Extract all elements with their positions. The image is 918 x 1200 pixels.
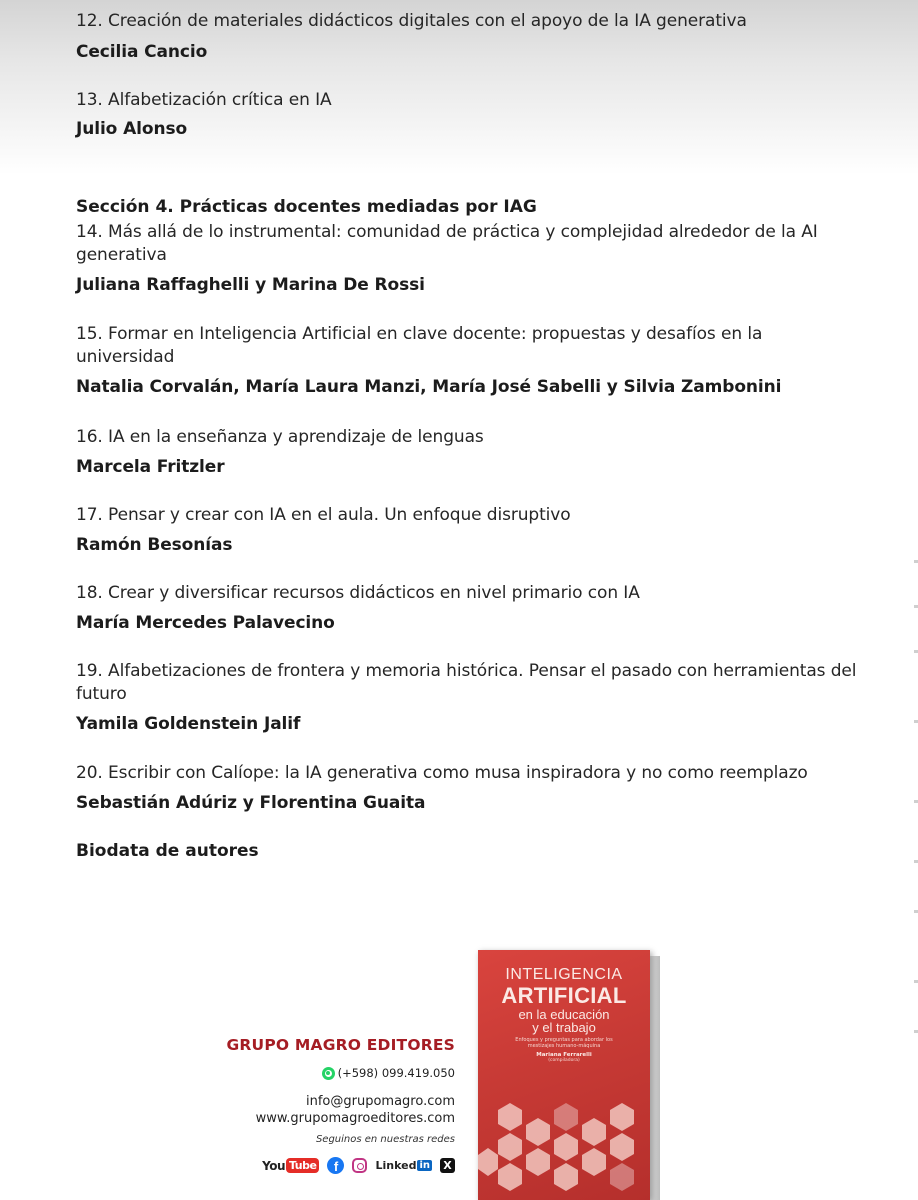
chapter-title: 15. Formar en Inteligencia Artificial en clave docente: propuestas y desafíos en la universidad [76, 324, 763, 367]
book-cover [478, 950, 650, 1200]
chapter-title: 18. Crear y diversificar recursos didácticos en nivel primario con IA [76, 583, 640, 603]
youtube-icon[interactable]: You Tube [262, 1158, 319, 1173]
publisher-website[interactable]: www.grupomagroeditores.com [255, 1111, 455, 1126]
facebook-icon[interactable]: f [327, 1157, 344, 1174]
chapter-authors: Yamila Goldenstein Jalif [76, 714, 301, 734]
chapter-title: 12. Creación de materiales didácticos digitales con el apoyo de la IA generativa [76, 11, 747, 31]
toc-entry-13 [76, 89, 876, 141]
follow-us-text: Seguinos en nuestras redes [315, 1134, 455, 1145]
x-icon[interactable]: X [440, 1158, 455, 1173]
publisher-info [210, 1036, 455, 1174]
linkedin-icon[interactable]: Linked in [375, 1159, 430, 1172]
social-links [210, 1157, 455, 1174]
toc-entry-14 [76, 221, 876, 297]
toc-entry-12 [76, 10, 876, 64]
book-editor-role: (compiladora) [548, 1058, 580, 1063]
hexagon-pattern [478, 1070, 650, 1200]
chapter-title: 17. Pensar y crear con IA en el aula. Un enfoque disruptivo [76, 505, 571, 525]
book-subtitle: Enfoques y preguntas para abordar los mestizajes humano-máquina [515, 1037, 613, 1049]
publisher-name: GRUPO MAGRO EDITORES [226, 1036, 455, 1054]
chapter-title: 19. Alfabetizaciones de frontera y memoria histórica. Pensar el pasado con herramientas del futuro [76, 661, 857, 704]
book-title-line1: INTELIGENCIA [505, 966, 623, 983]
publisher-phone [210, 1066, 455, 1080]
book-title-line3: en la educación [518, 1007, 610, 1022]
chapter-authors: María Mercedes Palavecino [76, 613, 335, 633]
phone-number: (+598) 099.419.050 [337, 1066, 455, 1080]
book-editor: Mariana Ferrarelli [536, 1052, 592, 1058]
chapter-title: 13. Alfabetización crítica en IA [76, 90, 332, 110]
chapter-authors: Julio Alonso [76, 119, 188, 139]
biodata-heading: Biodata de autores [76, 841, 259, 861]
chapter-title: 14. Más allá de lo instrumental: comunidad de práctica y complejidad alrededor de la AI generativa [76, 222, 818, 265]
chapter-authors: Sebastián Adúriz y Florentina Guaita [76, 793, 426, 813]
chapter-title: 16. IA en la enseñanza y aprendizaje de lenguas [76, 427, 484, 447]
toc-entry-18 [76, 582, 876, 635]
toc-entry-17 [76, 504, 876, 557]
whatsapp-icon [322, 1067, 335, 1080]
section-heading: Sección 4. Prácticas docentes mediadas por IAG [76, 197, 537, 217]
chapter-authors: Ramón Besonías [76, 535, 233, 555]
book-title-line2: ARTIFICIAL [501, 983, 627, 1008]
instagram-icon[interactable] [352, 1158, 367, 1173]
chapter-authors: Natalia Corvalán, María Laura Manzi, María José Sabelli y Silvia Zambonini [76, 377, 782, 397]
chapter-authors: Marcela Fritzler [76, 457, 225, 477]
publisher-email[interactable]: info@grupomagro.com [306, 1094, 455, 1109]
book-cover-image [478, 950, 664, 1200]
scroll-indicator [912, 560, 918, 1160]
toc-entry-15 [76, 323, 876, 399]
toc-entry-19 [76, 660, 876, 736]
chapter-title: 20. Escribir con Calíope: la IA generativa como musa inspiradora y no como reemplazo [76, 763, 808, 783]
chapter-authors: Juliana Raffaghelli y Marina De Rossi [76, 275, 425, 295]
book-title-line4: y el trabajo [532, 1020, 596, 1035]
toc-entry-20 [76, 762, 876, 815]
toc-entry-16 [76, 426, 876, 479]
chapter-authors: Cecilia Cancio [76, 42, 208, 62]
